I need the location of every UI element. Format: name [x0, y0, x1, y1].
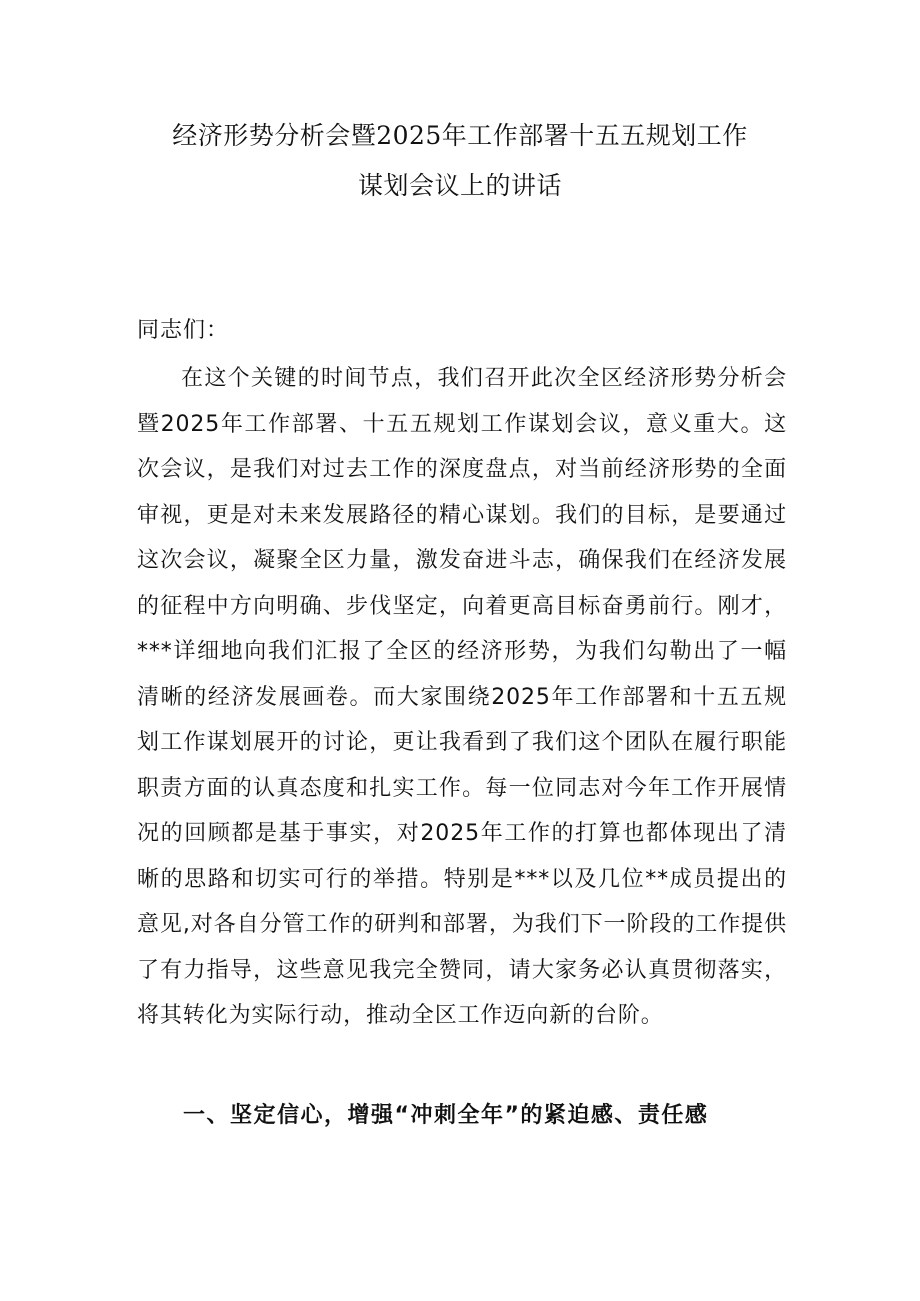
- section-heading-1: 一、坚定信心，增强“冲刺全年”的紧迫感、责任感: [183, 1103, 709, 1128]
- document-title-line-1: 经济形势分析会暨2025年工作部署十五五规划工作: [172, 121, 748, 150]
- body-paragraph: 在这个关键的时间节点，我们召开此次全区经济形势分析会暨2025年工作部署、十五五规划工作谋划会议，意义重大。这次会议，是我们对过去工作的深度盘点，对当前经济形势的全面审视，更是对未来发展路径的精心谋划。我们的目标，是要通过这次会议，凝聚全区力量，激发奋进斗志，确保我们在经济发展的征程中方向明确、步伐坚定，向着更高目标奋勇前行。刚才，***详细地向我们汇报了全区的经济形势，为我们勾勒出了一幅清晰的经济发展画卷。而大家围绕2025年工作部署和十五五规划工作谋划展开的讨论，更让我看到了我们这个团队在履行职能职责方面的认真态度和扎实工作。每一位同志对今年工作开展情况的回顾都是基于事实，对2025年工作的打算也都体现出了清晰的思路和切实可行的举措。特别是***以及几位**成员提出的意见,对各自分管工作的研判和部署，为我们下一阶段的工作提供了有力指导，这些意见我完全赞同，请大家务必认真贯彻落实，将其转化为实际行动，推动全区工作迈向新的台阶。: [137, 366, 787, 1028]
- salutation: 同志们：: [137, 318, 230, 343]
- document-title-line-2: 谋划会议上的讲话: [357, 171, 562, 200]
